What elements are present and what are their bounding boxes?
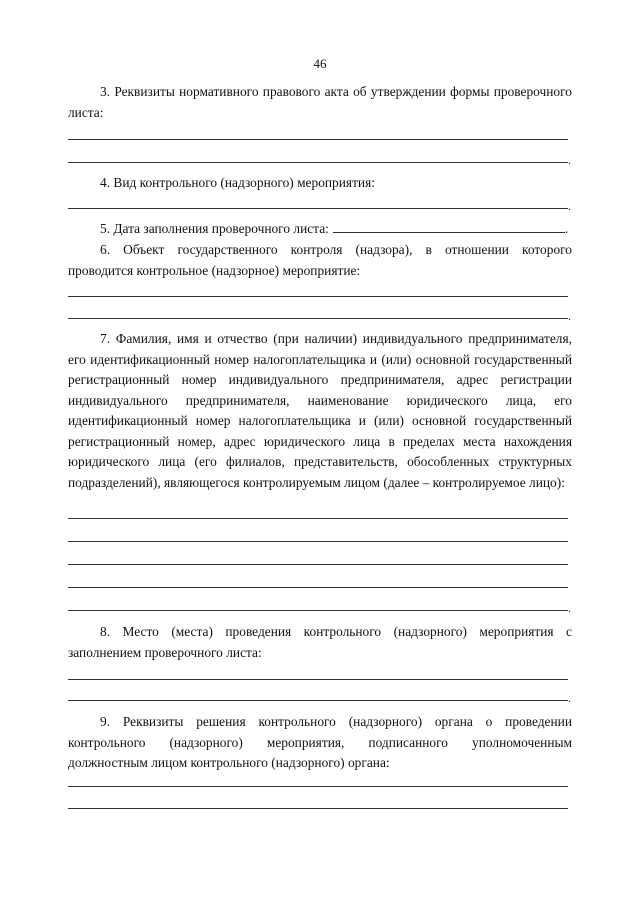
item-4-text: 4. Вид контрольного (надзорного) мероприятия: [100, 175, 375, 190]
item-8-fill-line-2[interactable] [68, 700, 568, 701]
item-6-fill-line-1[interactable] [68, 296, 568, 297]
item-7-fill-line-4[interactable] [68, 587, 568, 588]
item-8-fill-line-1[interactable] [68, 679, 568, 680]
item-7-fill-line-3[interactable] [68, 564, 568, 565]
item-5-block [68, 219, 572, 240]
item-5-end-mark: . [564, 221, 569, 236]
item-3-fill-line-1[interactable] [68, 139, 568, 140]
item-8-block [68, 622, 572, 663]
item-5-date-field[interactable] [333, 220, 565, 233]
item-7-end-mark: . [568, 601, 571, 615]
item-3-fill-line-2[interactable] [68, 162, 568, 163]
item-8-end-mark: . [568, 691, 571, 705]
item-7-fill-line-2[interactable] [68, 541, 568, 542]
item-6-fill-line-2[interactable] [68, 318, 568, 319]
item-8-text: 8. Место (места) проведения контрольного (надзорного) мероприятия с заполнением проверочного листа: [68, 624, 572, 660]
item-3-block [68, 82, 572, 123]
item-7-text: 7. Фамилия, имя и отчество (при наличии) индивидуального предпринимателя, его идентификационный номер налогоплательщика и (или) основной государственный регистрационный номер индивидуального предпринимателя, адрес регистрации индивидуального предпринимателя, наименование юридического лица, его идентификационный номер налогоплательщика и (или) основной государственный регистрационный номер, адрес юридического лица в пределах места нахождения юридического лица (его филиалов, представительств, обособленных структурных подразделений), являющегося контролируемым лицом (далее – контролируемое лицо): [68, 331, 572, 490]
item-7-block [68, 329, 572, 493]
item-4-fill-line[interactable] [68, 208, 568, 209]
item-9-text: 9. Реквизиты решения контрольного (надзорного) органа о проведении контрольного (надзорного) мероприятия, подписанного уполномоченным должностным лицом контрольного (надзорного) органа: [68, 714, 572, 770]
item-9-fill-line-1[interactable] [68, 786, 568, 787]
item-6-end-mark: . [568, 309, 571, 323]
item-3-text: 3. Реквизиты нормативного правового акта об утверждении формы проверочного листа: [68, 84, 572, 120]
page-number: 46 [313, 56, 327, 71]
item-9-fill-line-2[interactable] [68, 808, 568, 809]
item-5-line [68, 219, 572, 240]
item-4-end-mark: . [568, 199, 571, 213]
item-3-end-mark: . [568, 153, 571, 167]
item-7-fill-line-1[interactable] [68, 518, 568, 519]
item-9-block [68, 712, 572, 774]
item-4-block [68, 173, 572, 194]
item-6-block [68, 240, 572, 281]
item-6-text: 6. Объект государственного контроля (надзора), в отношении которого проводится контрольное (надзорное) мероприятие: [68, 242, 572, 278]
item-5-text: 5. Дата заполнения проверочного листа: [100, 221, 329, 236]
item-7-fill-line-5[interactable] [68, 610, 568, 611]
